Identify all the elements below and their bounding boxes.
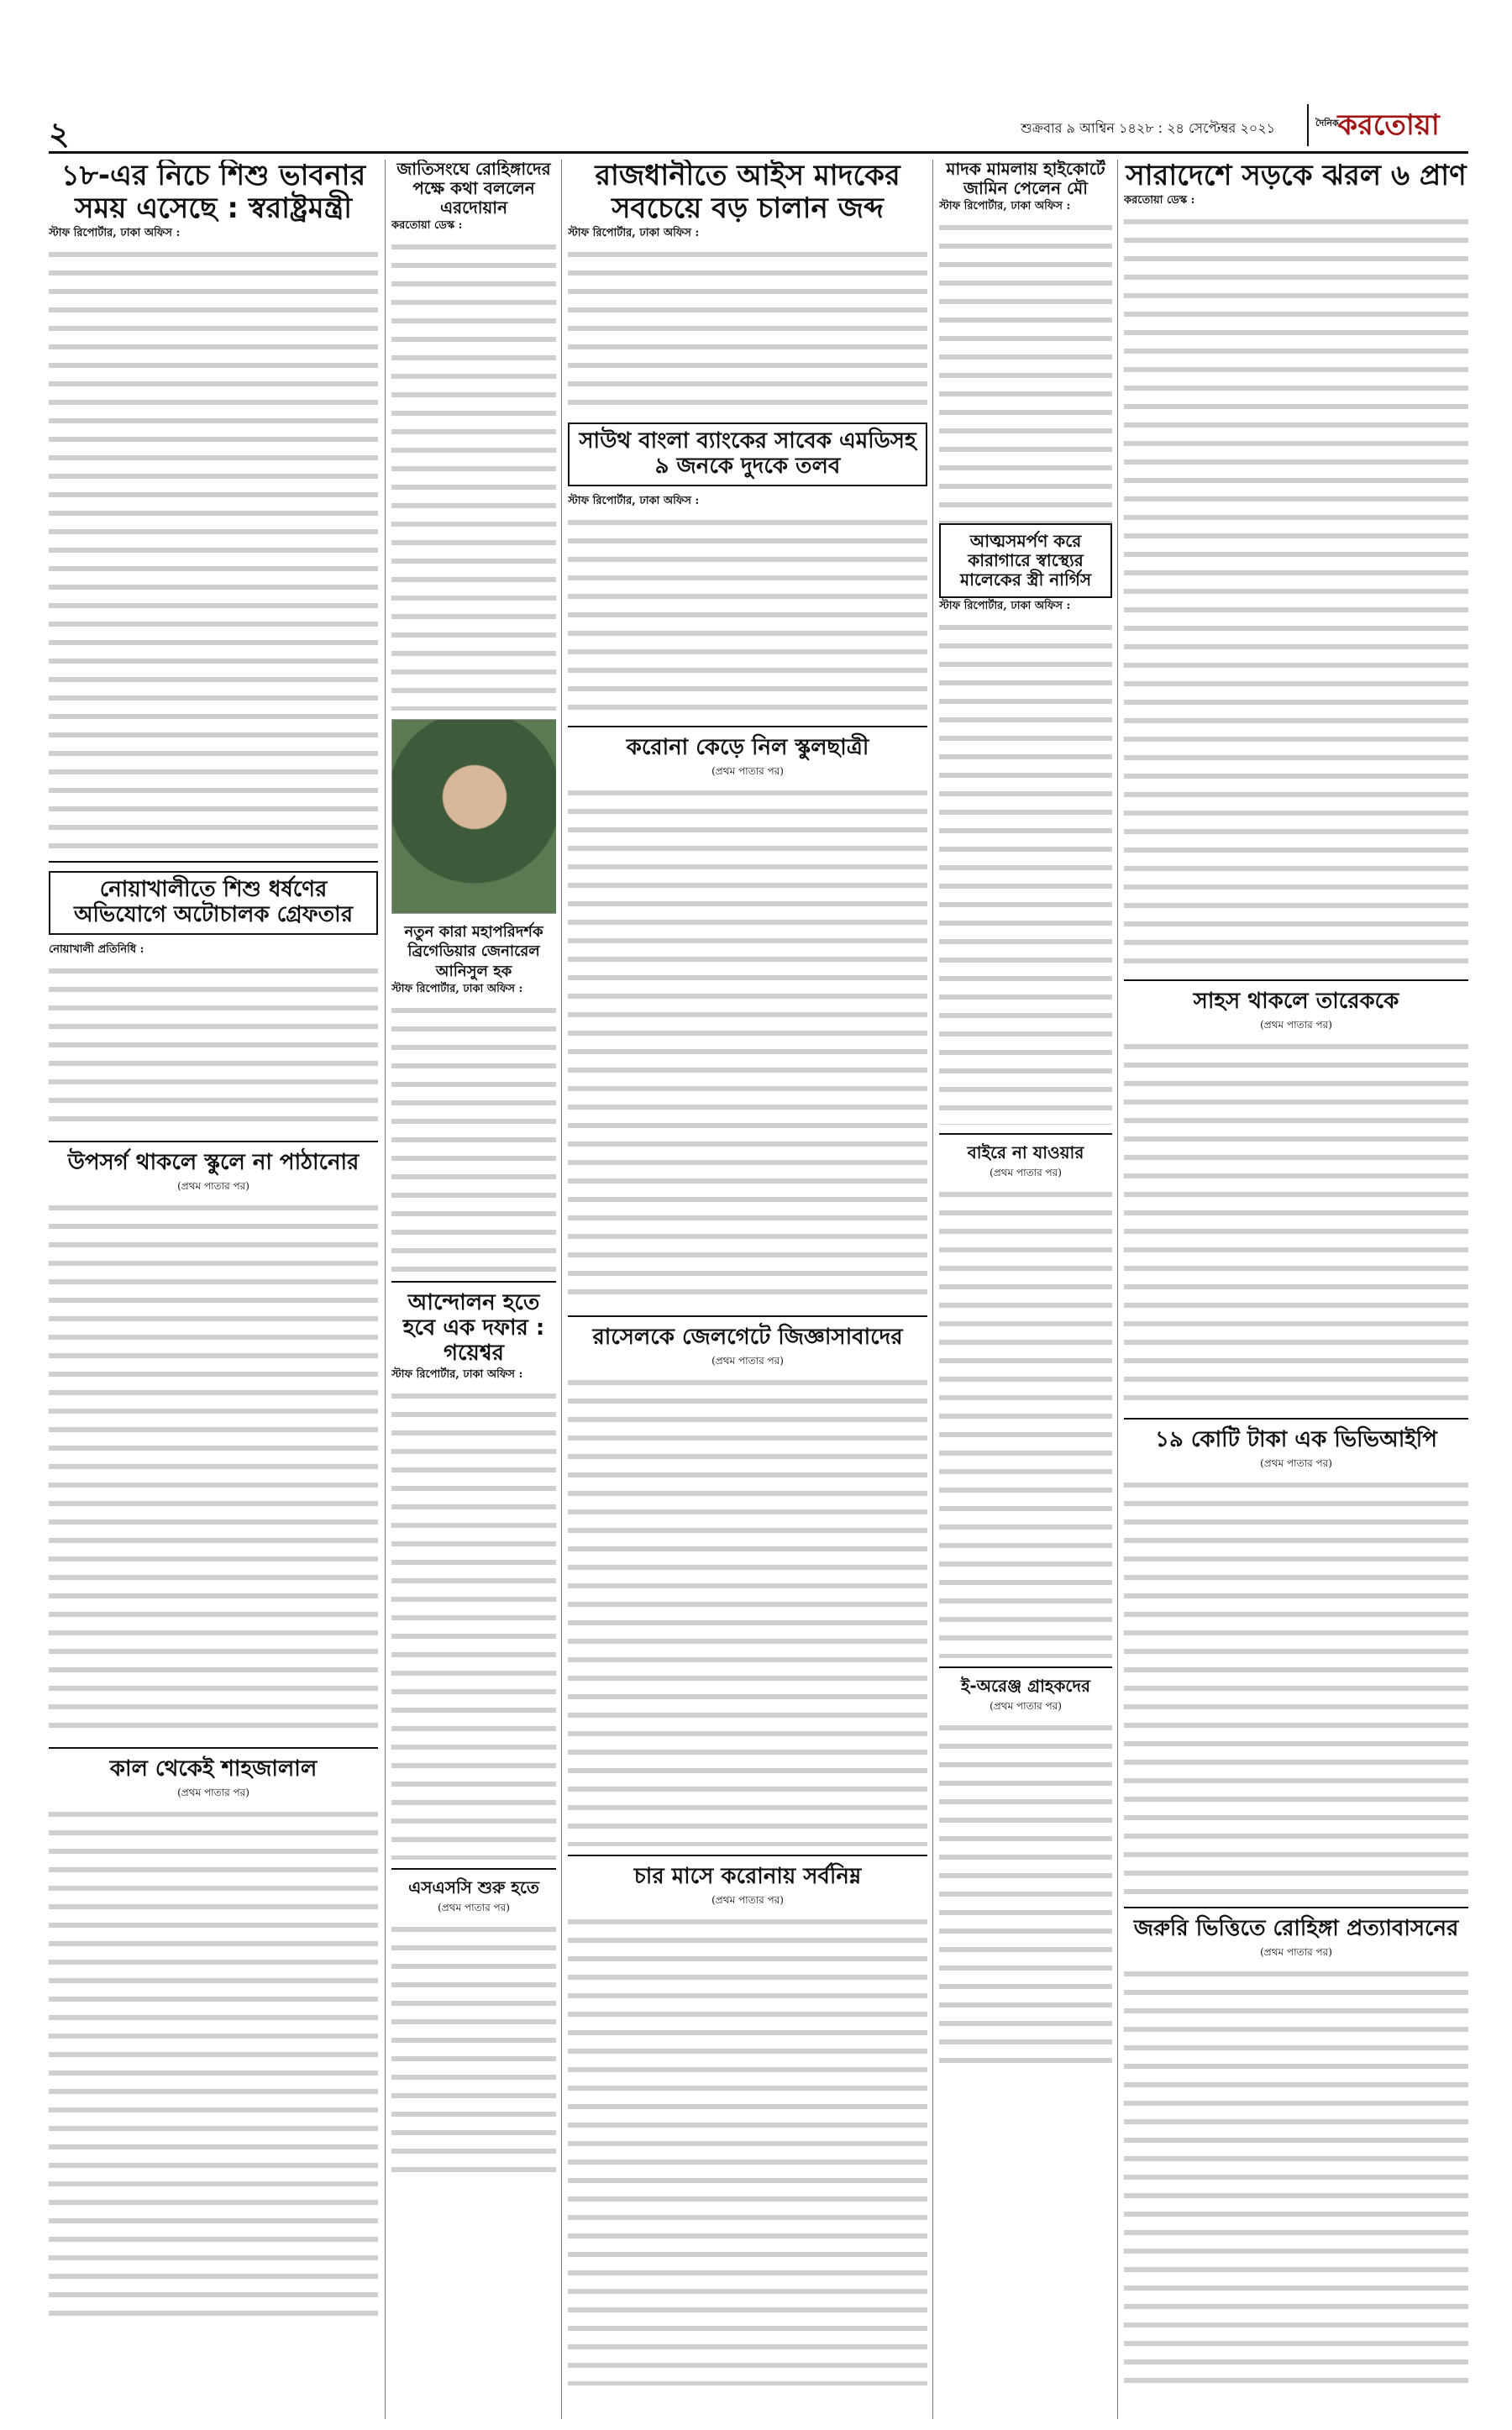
photo-caption: নতুন কারা মহাপরিদর্শক ব্রিগেডিয়ার জেনারেল আনিসুল হক bbox=[404, 923, 543, 980]
byline: স্টাফ রিপোর্টার, ঢাকা অফিস : bbox=[391, 1367, 523, 1381]
continuation: (প্রথম পাতার পর) bbox=[1260, 1945, 1332, 1958]
headline: রাসেলকে জেলগেটে জিজ্ঞাসাবাদের bbox=[592, 1324, 903, 1350]
article-body bbox=[49, 248, 378, 853]
article-body bbox=[391, 240, 556, 711]
article-body bbox=[939, 1721, 1112, 2074]
headline: বাইরে না যাওয়ার bbox=[967, 1142, 1084, 1163]
article-body bbox=[568, 516, 927, 717]
column-3 bbox=[568, 160, 927, 2419]
logo-text: করতোয়া bbox=[1337, 108, 1440, 142]
column-rule bbox=[561, 160, 562, 2419]
divider bbox=[391, 1281, 556, 1283]
article-body bbox=[1124, 1967, 1468, 2387]
headline: আন্দোলন হতে হবে এক দফার : গয়েশ্বর bbox=[402, 1290, 545, 1366]
divider bbox=[49, 1141, 378, 1142]
continuation: (প্রথম পাতার পর) bbox=[711, 1354, 784, 1367]
headline: সাহস থাকলে তারেককে bbox=[1193, 989, 1399, 1015]
byline: স্টাফ রিপোর্টার, ঢাকা অফিস : bbox=[939, 600, 1071, 612]
headline: কাল থেকেই শাহজালাল bbox=[109, 1756, 318, 1782]
headline: সারাদেশে সড়কে ঝরল ৬ প্রাণ bbox=[1126, 160, 1467, 192]
divider bbox=[939, 1133, 1112, 1135]
byline: স্টাফ রিপোর্টার, ঢাকা অফিস : bbox=[391, 983, 523, 996]
divider bbox=[568, 726, 927, 727]
divider bbox=[391, 1868, 556, 1870]
divider bbox=[568, 1315, 927, 1317]
continuation: (প্রথম পাতার পর) bbox=[177, 1179, 249, 1192]
page-number: ২ bbox=[49, 115, 70, 152]
headline: জরুরি ভিত্তিতে রোহিঙ্গা প্রত্যাবাসনের bbox=[1133, 1915, 1459, 1941]
article-body bbox=[391, 1923, 556, 2175]
continuation: (প্রথম পাতার পর) bbox=[438, 1901, 510, 1913]
continuation: (প্রথম পাতার পর) bbox=[990, 1700, 1062, 1712]
article-body bbox=[391, 1389, 556, 1860]
headline: আত্মসমর্পণ করে কারাগারে স্বাস্থ্যের মালেকের স্ত্রী নার্গিস bbox=[959, 531, 1092, 590]
headline: চার মাসে করোনায় সর্বনিম্ন bbox=[633, 1863, 862, 1889]
masthead bbox=[49, 108, 1468, 154]
continuation: (প্রথম পাতার পর) bbox=[1260, 1456, 1332, 1469]
article-body bbox=[568, 248, 927, 416]
headline: ১৮-এর নিচে শিশু ভাবনার সময় এসেছে : স্বরাষ্ট্রমন্ত্রী bbox=[60, 160, 366, 226]
headline: উপসর্গ থাকলে স্কুলে না পাঠানোর bbox=[67, 1149, 360, 1175]
divider bbox=[49, 861, 378, 863]
divider bbox=[49, 1747, 378, 1749]
divider bbox=[1124, 1907, 1468, 1908]
article-body bbox=[49, 1808, 378, 2328]
column-rule bbox=[385, 160, 386, 2419]
newspaper-logo bbox=[1307, 104, 1468, 146]
headline: ১৯ কোটি টাকা এক ভিভিআইপি bbox=[1155, 1426, 1437, 1452]
byline: করতোয়া ডেস্ক : bbox=[391, 219, 463, 232]
column-2 bbox=[391, 160, 556, 2419]
continuation: (প্রথম পাতার পর) bbox=[990, 1167, 1062, 1178]
article-body bbox=[939, 221, 1112, 523]
continuation: (প্রথম পাতার পর) bbox=[1260, 1018, 1332, 1031]
article-body bbox=[391, 1004, 556, 1273]
headline: নোয়াখালীতে শিশু ধর্ষণের অভিযোগে অটোচালক গ্রেফতার bbox=[73, 877, 354, 928]
dateline: শুক্রবার ৯ আশ্বিন ১৪২৮ : ২৪ সেপ্টেম্বর ২০২১ bbox=[1020, 120, 1275, 136]
article-body bbox=[568, 1376, 927, 1846]
byline: নোয়াখালী প্রতিনিধি : bbox=[49, 942, 144, 956]
article-body bbox=[939, 621, 1112, 1125]
divider bbox=[1124, 979, 1468, 981]
column-5 bbox=[1124, 160, 1468, 2419]
byline: স্টাফ রিপোর্টার, ঢাকা অফিস : bbox=[939, 200, 1071, 213]
logo-small-text: দৈনিক bbox=[1315, 118, 1339, 129]
column-rule bbox=[1117, 160, 1118, 2419]
headline: সাউথ বাংলা ব্যাংকের সাবেক এমডিসহ ৯ জনকে দুদকে তলব bbox=[579, 428, 916, 480]
article-body bbox=[568, 786, 927, 1307]
divider bbox=[1124, 1418, 1468, 1420]
headline: ই-অরেঞ্জ গ্রাহকদের bbox=[961, 1676, 1090, 1696]
byline: স্টাফ রিপোর্টার, ঢাকা অফিস : bbox=[568, 494, 700, 507]
headline: করোনা কেড়ে নিল স্কুলছাত্রী bbox=[626, 734, 869, 760]
continuation: (প্রথম পাতার পর) bbox=[711, 764, 784, 777]
byline: স্টাফ রিপোর্টার, ঢাকা অফিস : bbox=[568, 227, 700, 240]
continuation: (প্রথম পাতার পর) bbox=[711, 1893, 784, 1906]
article-body bbox=[1124, 1040, 1468, 1409]
column-4 bbox=[939, 160, 1112, 2419]
headline: মাদক মামলায় হাইকোর্টে জামিন পেলেন মৌ bbox=[946, 160, 1105, 198]
divider bbox=[568, 1855, 927, 1856]
divider bbox=[939, 1666, 1112, 1668]
article-body bbox=[1124, 1478, 1468, 1898]
continuation: (প্রথম পাতার পর) bbox=[177, 1786, 249, 1798]
article-body bbox=[939, 1188, 1112, 1658]
column-rule bbox=[932, 160, 933, 2419]
headline: জাতিসংঘে রোহিঙ্গাদের পক্ষে কথা বললেন এরদোয়ান bbox=[396, 160, 551, 218]
article-body bbox=[568, 1915, 927, 2385]
column-1 bbox=[49, 160, 378, 2419]
byline: করতোয়া ডেস্ক : bbox=[1124, 194, 1195, 207]
byline: স্টাফ রিপোর্টার, ঢাকা অফিস : bbox=[49, 227, 181, 240]
headline: এসএসসি শুরু হতে bbox=[408, 1876, 539, 1897]
headline: রাজধানীতে আইস মাদকের সবচেয়ে বড় চালান জব্দ bbox=[595, 160, 900, 226]
portrait-photo bbox=[391, 719, 556, 914]
article-body bbox=[49, 964, 378, 1132]
article-body bbox=[1124, 215, 1468, 971]
article-body bbox=[49, 1201, 378, 1739]
